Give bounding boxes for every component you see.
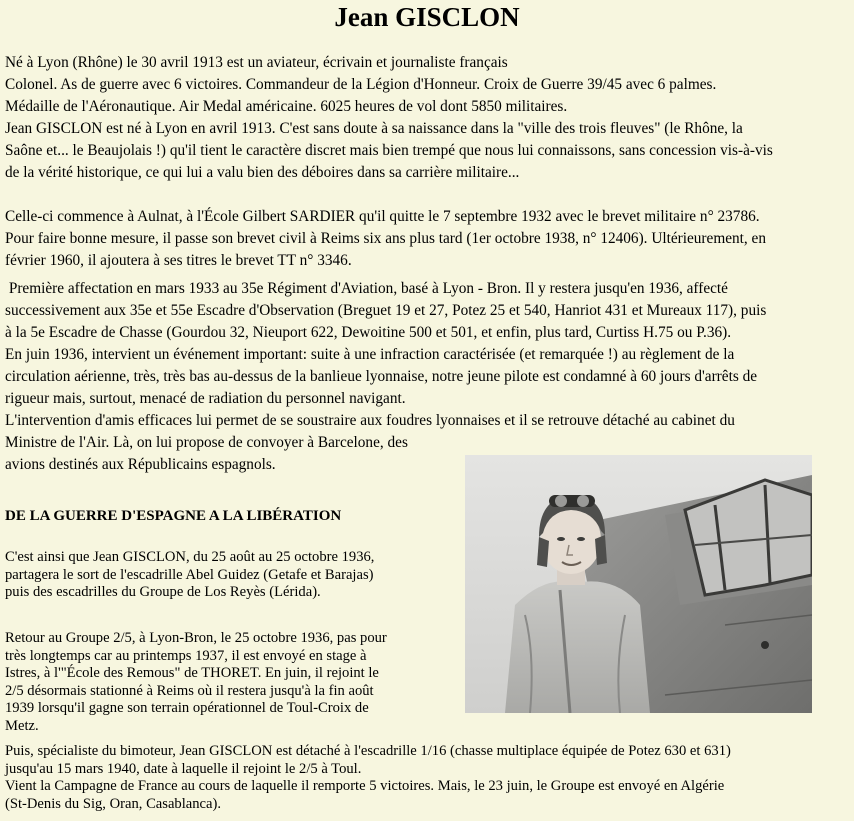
text-line: C'est ainsi que Jean GISCLON, du 25 août au 25 octobre 1936, (5, 549, 375, 565)
text-line: En juin 1936, intervient un événement important: suite à une infraction caractérisée (et remarquée !) au règlement de la (5, 346, 735, 363)
text-line: Retour au Groupe 2/5, à Lyon-Bron, le 25 octobre 1936, pas pour (5, 630, 387, 646)
text-line: partagera le sort de l'escadrille Abel Guidez (Getafe et Barajas) (5, 566, 374, 583)
text-line: 1939 lorsqu'il gagne son terrain opérationnel de Toul-Croix de (5, 700, 369, 716)
text-line: Pour faire bonne mesure, il passe son brevet civil à Reims six ans plus tard (1er octobre 1938, n° 12406). Ultérieurement, en (5, 230, 766, 247)
text-line: Médaille de l'Aéronautique. Air Medal américaine. 6025 heures de vol dont 5850 militaires. (5, 98, 568, 115)
text-line: 2/5 désormais stationné à Reims où il restera jusqu'à la fin août (5, 682, 374, 699)
text-line: Saône et... le Beaujolais !) qu'il tient le caractère discret mais bien trempé que nous lui connaissons, sans concession vis-à-vis (5, 142, 773, 159)
text-line: à la 5e Escadre de Chasse (Gourdou 32, Nieuport 622, Dewoitine 500 et 501, et enfin, plus tard, Curtiss H.75 ou P.36). (5, 324, 732, 341)
text-line: très longtemps car au printemps 1937, il est envoyé en stage à (5, 647, 367, 664)
pilot-photo-illustration (465, 455, 812, 713)
text-line: Colonel. As de guerre avec 6 victoires. Commandeur de la Légion d'Honneur. Croix de Guerre 39/45 avec 6 palmes. (5, 76, 717, 93)
text-line: Né à Lyon (Rhône) le 30 avril 1913 est un aviateur, écrivain et journaliste français (5, 54, 508, 71)
text-line: Ministre de l'Air. Là, on lui propose de convoyer à Barcelone, des (5, 434, 408, 451)
page-title: Jean GISCLON (334, 2, 520, 32)
intro-paragraph (5, 52, 851, 184)
career-paragraph (5, 206, 851, 272)
spain-paragraph (5, 549, 455, 602)
text-line: Metz. (5, 717, 39, 734)
pilot-photo (465, 455, 812, 713)
section-heading: DE LA GUERRE D'ESPAGNE A LA LIBÉRATION (5, 508, 342, 524)
text-line: rigueur mais, surtout, menacé de radiation du personnel navigant. (5, 390, 406, 407)
affectation-paragraph (5, 278, 851, 476)
text-line: puis des escadrilles du Groupe de Los Reyès (Lérida). (5, 584, 321, 600)
text-line: Jean GISCLON est né à Lyon en avril 1913. C'est sans doute à sa naissance dans la "ville des trois fleuves" (le Rhône, la (5, 120, 743, 137)
text-line: Celle-ci commence à Aulnat, à l'École Gilbert SARDIER qu'il quitte le 7 septembre 1932 avec le brevet militaire n° 23786. (5, 208, 760, 225)
text-line: Istres, à l'"École des Remous" de THORET. En juin, il rejoint le (5, 665, 379, 681)
text-line: avions destinés aux Républicains espagnols. (5, 456, 276, 473)
text-line: Première affectation en mars 1933 au 35e Régiment d'Aviation, basé à Lyon - Bron. Il y restera jusqu'en 1936, affecté (5, 280, 728, 297)
text-line: successivement aux 35e et 55e Escadre d'Observation (Breguet 19 et 27, Potez 25 et 540, Hanriot 431 et Mureaux 117), puis (5, 302, 767, 319)
text-line: de la vérité historique, ce qui lui a valu bien des déboires dans sa carrière militaire... (5, 164, 520, 181)
text-line: jusqu'au 15 mars 1940, date à laquelle il rejoint le 2/5 à Toul. (5, 760, 362, 777)
return-paragraph (5, 630, 455, 735)
text-line: Vient la Campagne de France au cours de laquelle il remporte 5 victoires. Mais, le 23 juin, le Groupe est envoyé en Algérie (5, 778, 725, 794)
text-line: circulation aérienne, très, très bas au-dessus de la banlieue lyonnaise, notre jeune pilote est condamné à 60 jours d'arrêts de (5, 368, 758, 385)
final-paragraph (5, 743, 851, 813)
text-line: L'intervention d'amis efficaces lui permet de se soustraire aux foudres lyonnaises et il se retrouve détaché au cabinet du (5, 412, 735, 429)
text-line: Puis, spécialiste du bimoteur, Jean GISCLON est détaché à l'escadrille 1/16 (chasse multiplace équipée de Potez 630 et 631) (5, 743, 731, 759)
text-line: février 1960, il ajoutera à ses titres le brevet TT n° 3346. (5, 252, 352, 269)
text-line: (St-Denis du Sig, Oran, Casablanca). (5, 795, 222, 812)
